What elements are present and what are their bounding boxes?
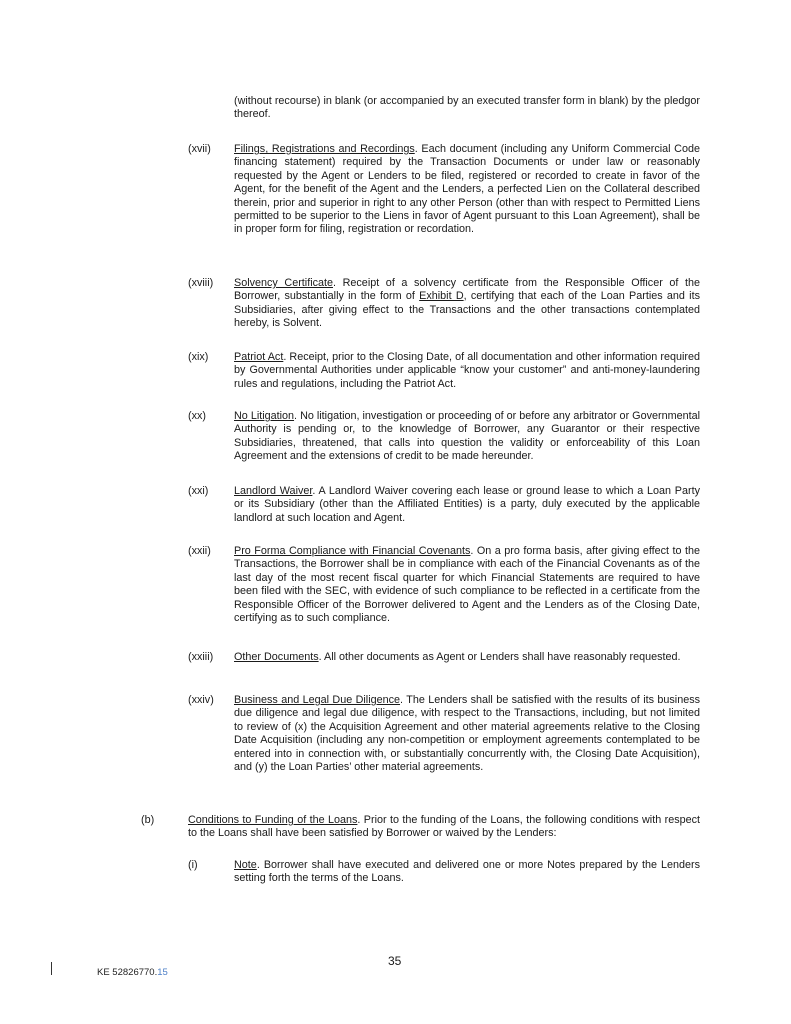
document-id-base: KE 52826770.	[97, 967, 158, 978]
item-patriot-act	[234, 351, 700, 391]
item-pro-forma-compliance	[234, 545, 700, 625]
item-title: Solvency Certificate	[234, 277, 334, 289]
item-text: . A Landlord Waiver covering each lease or ground lease to which a Loan Party or its Subsidiary (other than the Affiliated Entities) is a party, duly executed by the applicable landlord at such location and Agent.	[234, 485, 700, 524]
item-title: Pro Forma Compliance with Financial Covenants	[234, 545, 471, 557]
item-title: Business and Legal Due Diligence	[234, 694, 401, 706]
item-text: . No litigation, investigation or proceeding of or before any arbitrator or Governmental Authority is pending or, to the knowledge of Borrower, any Guarantor or their respective Subsidiaries, threatened, that calls into question the validity or enforceability of this Loan Agreement and the extensions of credit to be made hereunder.	[234, 410, 700, 463]
page-number: 35	[388, 954, 402, 968]
item-no-litigation	[234, 410, 700, 464]
section-text: . Prior to the funding of the Loans, the following conditions with respect to the Loans shall have been satisfied by Borrower or waived by the Lenders:	[188, 814, 701, 840]
item-landlord-waiver	[234, 485, 700, 525]
item-number: (xx)	[188, 410, 206, 422]
item-due-diligence	[234, 694, 700, 774]
item-text: . The Lenders shall be satisfied with the results of its business due diligence and legal due diligence, with respect to the Transactions, including, but not limited to review of (x) the Acquisition Agreement and other material agreements relative to the Closing Date Acquisition (including any non-competition or employment agreements contemplated to be entered into in connection with, or substantially concurrently with, the Closing Date Acquisition), and (y) the Loan Parties’ other material agreements.	[234, 694, 700, 774]
document-id	[97, 966, 168, 979]
item-title: No Litigation	[234, 410, 295, 422]
item-filings-registrations	[234, 143, 700, 237]
item-text: , certifying that each of the Loan Parties and its Subsidiaries, after giving effect to the Transactions and the other transactions contemplated hereby, is Solvent.	[234, 290, 700, 330]
item-text: . Borrower shall have executed and delivered one or more Notes prepared by the Lenders setting forth the terms of the Loans.	[234, 859, 700, 885]
exhibit-reference: Exhibit D	[419, 290, 464, 303]
item-title: Other Documents	[234, 651, 319, 663]
document-id-version: 15	[157, 967, 168, 978]
item-number: (xviii)	[188, 277, 214, 289]
item-number: (xxiii)	[188, 651, 214, 663]
item-title: Landlord Waiver	[234, 485, 313, 497]
item-number: (xvii)	[188, 143, 211, 155]
item-text: . All other documents as Agent or Lenders shall have reasonably requested.	[318, 651, 681, 663]
carryover-paragraph: (without recourse) in blank (or accompanied by an executed transfer form in blank) by the pledgor thereof.	[234, 95, 700, 121]
item-text: . Receipt of a solvency certificate from the Responsible Officer of the Borrower, substantially in the form of	[234, 277, 700, 303]
item-number: (xxii)	[188, 545, 211, 557]
change-bar	[51, 962, 52, 975]
item-title: Patriot Act	[234, 351, 284, 363]
item-title: Note	[234, 859, 257, 871]
item-number: (i)	[188, 859, 198, 871]
section-title: Conditions to Funding of the Loans	[188, 814, 358, 826]
item-solvency-certificate	[234, 277, 700, 331]
item-text: . Each document (including any Uniform Commercial Code financing statement) required by the Transaction Documents or under law or reasonably requested by the Agent or Lenders to be filed, registered or recorded to create in favor of the Agent, for the benefit of the Agent and the Lenders, a perfected Lien on the Collateral described therein, prior and superior in right to any other Person (other than with respect to Permitted Liens permitted to be superior to the Liens in favor of Agent pursuant to this Loan Agreement), shall be in proper form for filing, registration or recordation.	[234, 143, 700, 236]
item-text: . Receipt, prior to the Closing Date, of all documentation and other information required by Governmental Authorities under applicable “know your customer” and anti-money-laundering rules and regulations, including the Patriot Act.	[234, 351, 701, 390]
item-number: (xxi)	[188, 485, 209, 497]
item-number: (xxiv)	[188, 694, 214, 706]
item-title: Filings, Registrations and Recordings	[234, 143, 415, 155]
item-note	[234, 859, 700, 886]
item-other-documents	[234, 651, 700, 664]
item-number: (xix)	[188, 351, 209, 363]
item-text: . On a pro forma basis, after giving effect to the Transactions, the Borrower shall be in compliance with each of the Financial Covenants as of the last day of the most recent fiscal quarter for which Financial Statements are required to have been filed with the SEC, with evidence of such compliance to be reflected in a certificate from the Responsible Officer of the Borrower delivered to Agent and the Lenders as of the Closing Date, certifying as to such compliance.	[234, 545, 700, 625]
section-number: (b)	[141, 814, 155, 826]
section-conditions-to-funding	[188, 814, 700, 841]
